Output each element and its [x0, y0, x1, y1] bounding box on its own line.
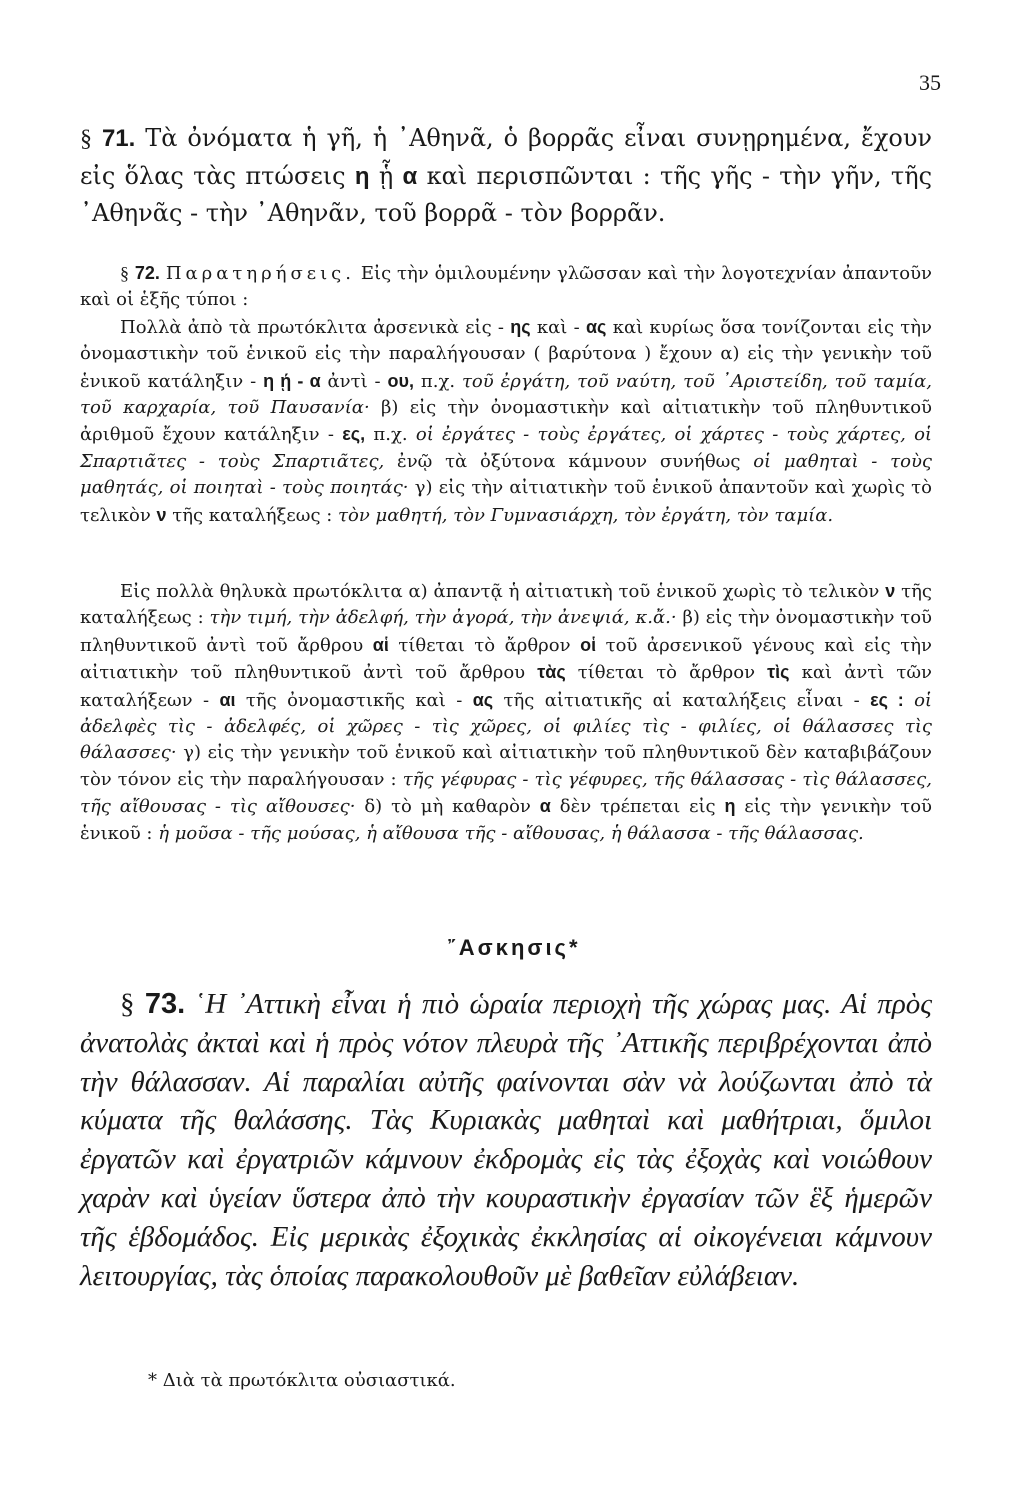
- text: τοῦ ἀρσενικοῦ γένους καὶ εἰς τὴν αἰτιατικὴν τοῦ πληθυντικοῦ ἀντὶ τοῦ ἄρθρου: [80, 634, 932, 684]
- ending: ες,: [342, 424, 366, 445]
- section-number: 71.: [101, 125, 136, 152]
- example: τῆς γέφυρας - τὶς γέφυρες, τῆς θάλασσας - τὶς θάλασσες, τῆς αἴθουσας - τὶς αἴθουσες·: [80, 768, 932, 818]
- ending: τὶς: [767, 662, 790, 683]
- ending: αἱ: [372, 634, 389, 655]
- section-71-text-a: Τὰ ὀνόματα ἡ γῆ, ἡ ᾿Αθηνᾶ, ὁ βορρᾶς εἶναι συνῃρημένα, ἔχουν εἰς ὅλας τὰς πτώσεις: [80, 124, 932, 190]
- text: ἐνῷ τὰ ὀξύτονα κάμνουν συνήθως: [397, 450, 741, 472]
- example: οἱ μαθηταὶ - τοὺς μαθητάς, οἱ ποιηταὶ - τοὺς ποιητάς·: [80, 450, 932, 499]
- footnote: * Διὰ τὰ πρωτόκλιτα οὐσιαστικά.: [148, 1370, 456, 1391]
- section-71: [80, 120, 932, 232]
- text: τίθεται τὸ ἄρθρον: [577, 662, 756, 684]
- example: τὴν τιμή, τὴν ἀδελφή, τὴν ἀγορά, τὴν ἀνεψιά, κ.ἄ.·: [209, 607, 677, 629]
- example: ἡ μοῦσα - τῆς μούσας, ἡ αἴθουσα τῆς - αἴθουσας, ἡ θάλασσα - τῆς θάλασσας.: [158, 822, 864, 844]
- section-number: 72.: [134, 263, 160, 283]
- example: τὸν μαθητή, τὸν Γυμνασιάρχη, τὸν ἐργάτη, τὸν ταμία.: [338, 504, 834, 526]
- ending: ες :: [870, 689, 904, 710]
- text: τῆς καταλήξεως :: [80, 581, 932, 629]
- section-sign: §: [120, 988, 135, 1020]
- ending: η ῄ - α: [263, 370, 321, 391]
- ending: οἱ: [580, 634, 597, 655]
- text: τῆς αἰτιατικῆς αἱ καταλήξεις εἶναι -: [503, 689, 860, 711]
- text: τῆς καταλήξεως :: [172, 504, 333, 526]
- text: τίθεται τὸ ἄρθρον: [398, 634, 571, 656]
- section-71-text-c: καὶ περισπῶνται : τῆς γῆς - τὴν γῆν, τῆς ᾿Αθηνᾶς - τὴν ᾿Αθηνᾶν, τοῦ βορρᾶ - τὸν βορρᾶν.: [80, 162, 933, 227]
- ending-eta: η: [354, 163, 370, 190]
- ending-alpha: α: [402, 163, 418, 190]
- text: ἀντὶ -: [327, 370, 381, 392]
- ending: ν: [156, 504, 167, 525]
- section-number: 73.: [144, 988, 186, 1020]
- section-72-paragraph-2: [80, 578, 932, 847]
- ending: ν: [885, 581, 896, 601]
- ending: ας: [472, 689, 494, 710]
- section-73: [80, 985, 932, 1295]
- text: δὲν τρέπεται εἰς: [559, 796, 716, 818]
- section-sign: §: [80, 126, 92, 152]
- ending: ας: [585, 316, 607, 337]
- ending-eta-iota: ᾗ: [378, 162, 394, 190]
- exercise-text: ῾Η ᾿Αττικὴ εἶναι ἡ πιὸ ὡραία περιοχὴ τῆς χώρας μας. Αἱ πρὸς ἀνατολὰς ἀκταὶ καὶ ἡ πρὸς νότον πλευρὰ τῆς ᾿Αττικῆς περιβρέχονται ἀπὸ τὴν θάλασσαν. Αἱ παραλίαι αὐτῆς φαίνονται σὰν νὰ λούζωνται ἀπὸ τὰ κύματα τῆς θαλάσσης. Τὰς Κυριακὰς μαθηταὶ καὶ μαθήτριαι, ὅμιλοι ἐργατῶν καὶ ἐργατριῶν κάμνουν ἐκδρομὰς εἰς τὰς ἐξοχὰς καὶ νοιώθουν χαρὰν καὶ ὑγείαν ὕστερα ἀπὸ τὴν κουραστικὴν ἐργασίαν τῶν ἓξ ἡμερῶν τῆς ἑβδομάδος. Εἰς μερικὰς ἐξοχικὰς ἐκκλησίας αἱ οἰκογένειαι κάμνουν λειτουργίας, τὰς ὁποίας παρακολουθοῦν μὲ βαθεῖαν εὐλάβειαν.: [80, 988, 933, 1292]
- text: δ) τὸ μὴ καθαρὸν: [364, 796, 531, 818]
- text: καὶ κυρίως ὅσα τονίζονται εἰς τὴν ὀνομαστικὴν τοῦ ἑνικοῦ εἰς τὴν παραλήγουσαν ( βαρύτονα ) ἔχουν α) εἰς τὴν γενικὴν τοῦ ἑνικοῦ κατάληξιν -: [80, 316, 932, 392]
- section-72-intro: Εἰς τὴν ὁμιλουμένην γλῶσσαν καὶ τὴν λογοτεχνίαν ἀπαντοῦν καὶ οἱ ἑξῆς τύποι :: [80, 263, 932, 311]
- ending: τὰς: [537, 662, 566, 683]
- ending: ης: [510, 316, 531, 337]
- example: οἱ ἀδελφὲς τὶς - ἀδελφές, οἱ χῶρες - τὶς χῶρες, οἱ φιλίες τὶς - φιλίες, οἱ θάλασσες τὶς θάλασσες·: [80, 689, 932, 764]
- ending: η: [724, 796, 736, 817]
- example: τοῦ ἐργάτη, τοῦ ναύτη, τοῦ ᾿Αριστείδη, τοῦ ταμία, τοῦ καρχαρία, τοῦ Παυσανία·: [80, 370, 932, 419]
- text: π.χ.: [373, 424, 408, 446]
- ending: α: [539, 796, 551, 817]
- section-72: [80, 260, 932, 529]
- section-title: Παρατηρήσεις.: [165, 263, 355, 284]
- text: καὶ ἀντὶ τῶν καταλήξεων -: [80, 662, 932, 711]
- text: Πολλὰ ἀπὸ τὰ πρωτόκλιτα ἀρσενικὰ εἰς -: [120, 316, 505, 338]
- text: καὶ -: [536, 316, 580, 338]
- text: γ) εἰς τὴν αἰτιατικὴν τοῦ ἑνικοῦ ἀπαντοῦν καὶ χωρὶς τὸ τελικὸν: [80, 477, 932, 526]
- ending: αι: [219, 689, 236, 710]
- example: οἱ ἐργάτες - τοὺς ἐργάτες, οἱ χάρτες - τοὺς χάρτες, οἱ Σπαρτιᾶτες - τοὺς Σπαρτιᾶτες,: [80, 424, 932, 472]
- exercise-heading: ῎Ασκησις*: [448, 935, 581, 960]
- text: γ) εἰς τὴν γενικὴν τοῦ ἑνικοῦ καὶ αἰτιατικὴν τοῦ πληθυντικοῦ δὲν καταβιβάζουν τὸν τόνον εἰς τὴν παραλήγουσαν :: [80, 742, 932, 790]
- text: εἰς τὴν γενικὴν τοῦ ἑνικοῦ :: [80, 796, 932, 844]
- text: β) εἰς τὴν ὀνομαστικὴν καὶ αἰτιατικὴν τοῦ πληθυντικοῦ ἀριθμοῦ ἔχουν κατάληξιν -: [80, 397, 932, 446]
- text: τῆς ὀνομαστικῆς καὶ -: [245, 689, 463, 711]
- text: π.χ.: [420, 370, 456, 392]
- page-number: 35: [919, 70, 941, 95]
- ending: ου,: [387, 370, 414, 391]
- text: β) εἰς τὴν ὀνομαστικὴν τοῦ πληθυντικοῦ ἀντὶ τοῦ ἄρθρου: [80, 607, 932, 656]
- section-sign: §: [120, 263, 129, 283]
- text: Εἰς πολλὰ θηλυκὰ πρωτόκλιτα α) ἀπαντᾷ ἡ αἰτιατικὴ τοῦ ἑνικοῦ χωρὶς τὸ τελικὸν: [120, 581, 880, 602]
